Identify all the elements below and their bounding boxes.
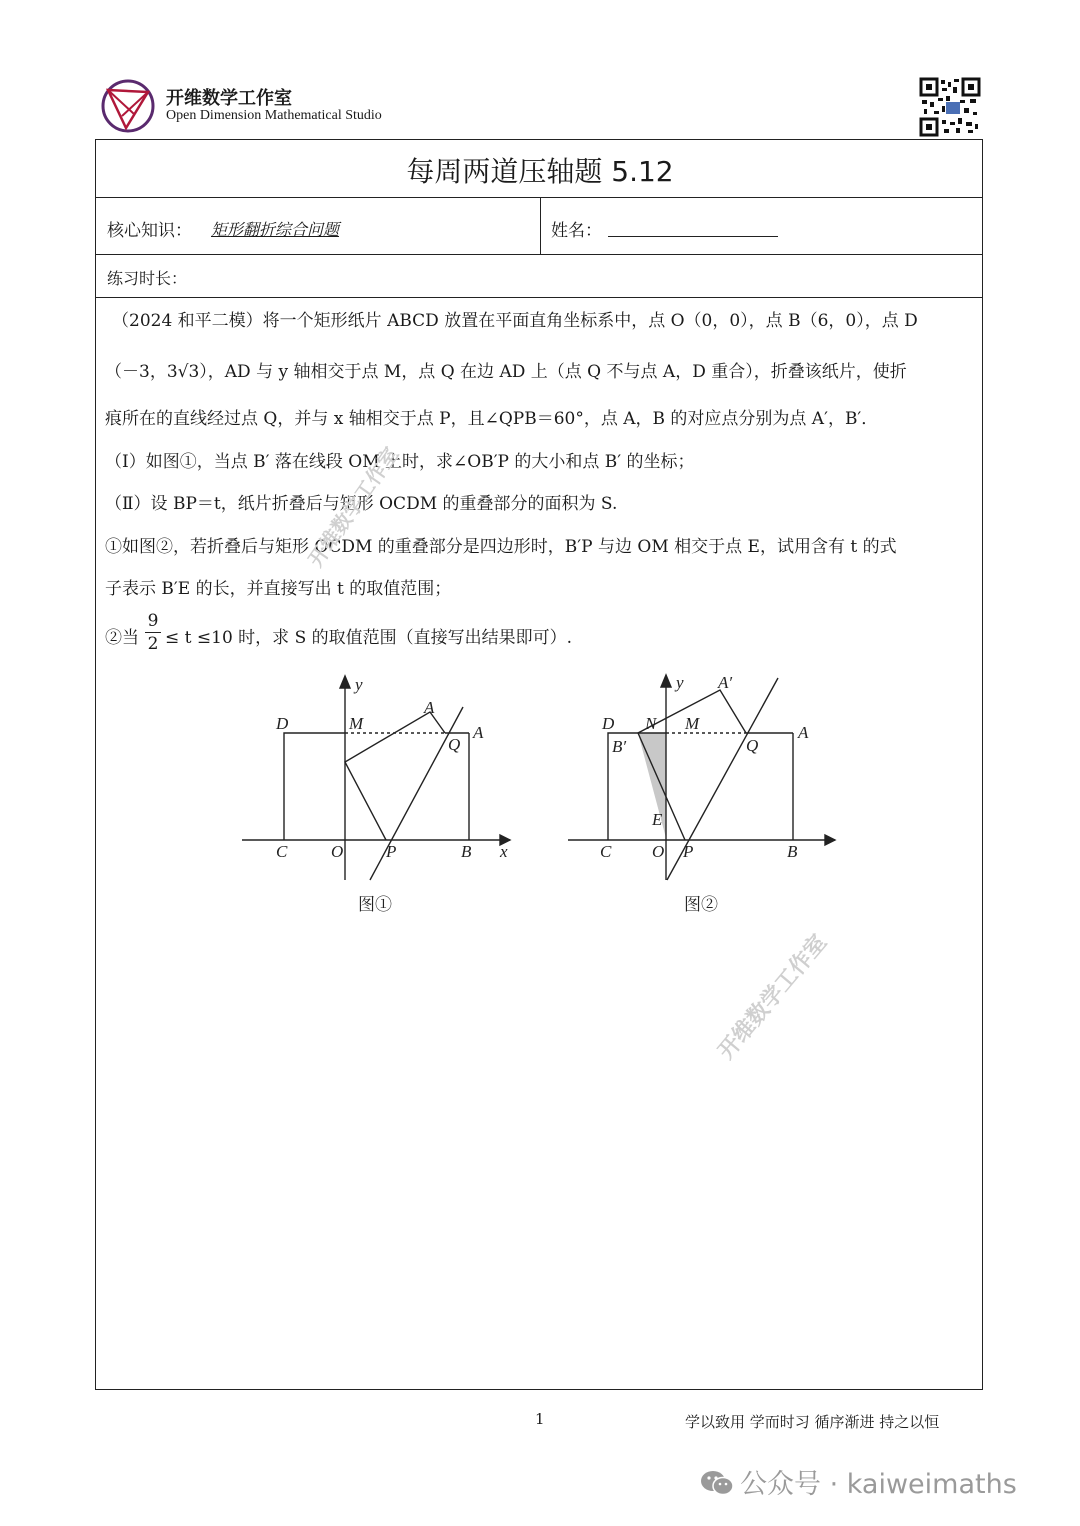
fig2-label-E: E — [652, 810, 663, 829]
studio-logo — [100, 78, 156, 134]
fig1-label-x: x — [500, 842, 508, 861]
brand-name-en: Open Dimension Mathematical Studio — [166, 108, 382, 123]
fig1-label-A-fold: A — [424, 698, 435, 717]
question-1: （Ⅰ）如图①，当点 B′ 落在线段 OM 上时，求∠OB′P 的大小和点 B′ 的坐标； — [105, 452, 695, 472]
question-2-part-1-line-1: ①如图②，若折叠后与矩形 OCDM 的重叠部分是四边形时，B′P 与边 OM 相交于点 E，试用含有 t 的式 — [105, 537, 897, 557]
fraction-denominator: 2 — [147, 634, 159, 654]
fraction-numerator: 9 — [147, 611, 159, 631]
question-2-part-1-line-2: 子表示 B′E 的长，并直接写出 t 的取值范围； — [105, 579, 452, 599]
fig2-label-O: O — [652, 842, 665, 861]
name-field[interactable] — [608, 218, 778, 237]
brand-name-cn: 开维数学工作室 — [166, 88, 292, 109]
fig2-label-B: B — [787, 842, 798, 861]
figure-2 — [560, 668, 850, 914]
fig1-label-y: y — [355, 675, 363, 694]
fig2-caption: 图② — [684, 895, 718, 914]
divider — [96, 197, 982, 198]
fig2-label-N: N — [645, 714, 657, 733]
fig2-label-y: y — [676, 673, 684, 692]
name-label: 姓名： — [551, 221, 602, 241]
fig2-label-C: C — [600, 842, 612, 861]
question-2: （Ⅱ）设 BP＝t，纸片折叠后与矩形 OCDM 的重叠部分的面积为 S. — [105, 494, 618, 514]
qr-code-icon — [920, 78, 980, 136]
divider — [540, 198, 541, 255]
fig1-label-P: P — [386, 842, 397, 861]
fig1-caption: 图① — [358, 895, 392, 914]
fraction-bar — [145, 632, 161, 633]
fig1-label-D: D — [276, 714, 289, 733]
fig1-label-Q: Q — [448, 735, 461, 754]
fig2-label-Q: Q — [746, 736, 759, 755]
fig1-label-O: O — [331, 842, 344, 861]
problem-line-1: （2024 和平二模）将一个矩形纸片 ABCD 放置在平面直角坐标系中，点 O（0，0），点 B（6，0），点 D — [112, 311, 918, 331]
figure-1 — [230, 670, 530, 914]
fig2-label-A: A — [798, 723, 809, 742]
practice-time-label: 练习时长： — [107, 269, 188, 288]
fig1-label-M: M — [349, 714, 364, 733]
question-2-part-2-prefix: ②当 — [105, 628, 139, 648]
page-title: 每周两道压轴题 5.12 — [406, 155, 674, 188]
core-knowledge-value: 矩形翻折综合问题 — [211, 220, 340, 239]
watermark: 开维数学工作室 — [713, 930, 832, 1065]
fig2-label-A-prime: A′ — [718, 673, 733, 692]
fig1-label-B: B — [461, 842, 472, 861]
divider — [96, 297, 982, 298]
fig2-label-D: D — [602, 714, 615, 733]
footer-motto: 学以致用 学而时习 循序渐进 持之以恒 — [685, 1413, 940, 1431]
wechat-account-name: 公众号 · kaiweimaths — [740, 1469, 1017, 1500]
problem-line-3: 痕所在的直线经过点 Q，并与 x 轴相交于点 P，且∠QPB＝60°，点 A，B 的对应点分别为点 A′，B′． — [105, 409, 879, 429]
watermark: 开维数学工作室 — [303, 442, 404, 572]
page-number: 1 — [535, 1410, 545, 1428]
question-2-part-2: ≤ t ≤10 时，求 S 的取值范围（直接写出结果即可）. — [165, 628, 573, 648]
core-knowledge-label: 核心知识： — [107, 221, 192, 241]
fig2-label-P: P — [683, 842, 694, 861]
problem-line-2: （－3，3√3），AD 与 y 轴相交于点 M，点 Q 在边 AD 上（点 Q 不与点 A，D 重合），折叠该纸片，使折 — [105, 362, 907, 382]
fig1-label-C: C — [276, 842, 288, 861]
fig2-label-B-prime: B′ — [612, 737, 627, 756]
wechat-account — [700, 1462, 1017, 1501]
fig1-label-A: A — [473, 723, 484, 742]
fig2-label-M: M — [685, 714, 700, 733]
divider — [96, 254, 982, 255]
fraction — [145, 612, 161, 653]
wechat-icon — [700, 1469, 734, 1497]
